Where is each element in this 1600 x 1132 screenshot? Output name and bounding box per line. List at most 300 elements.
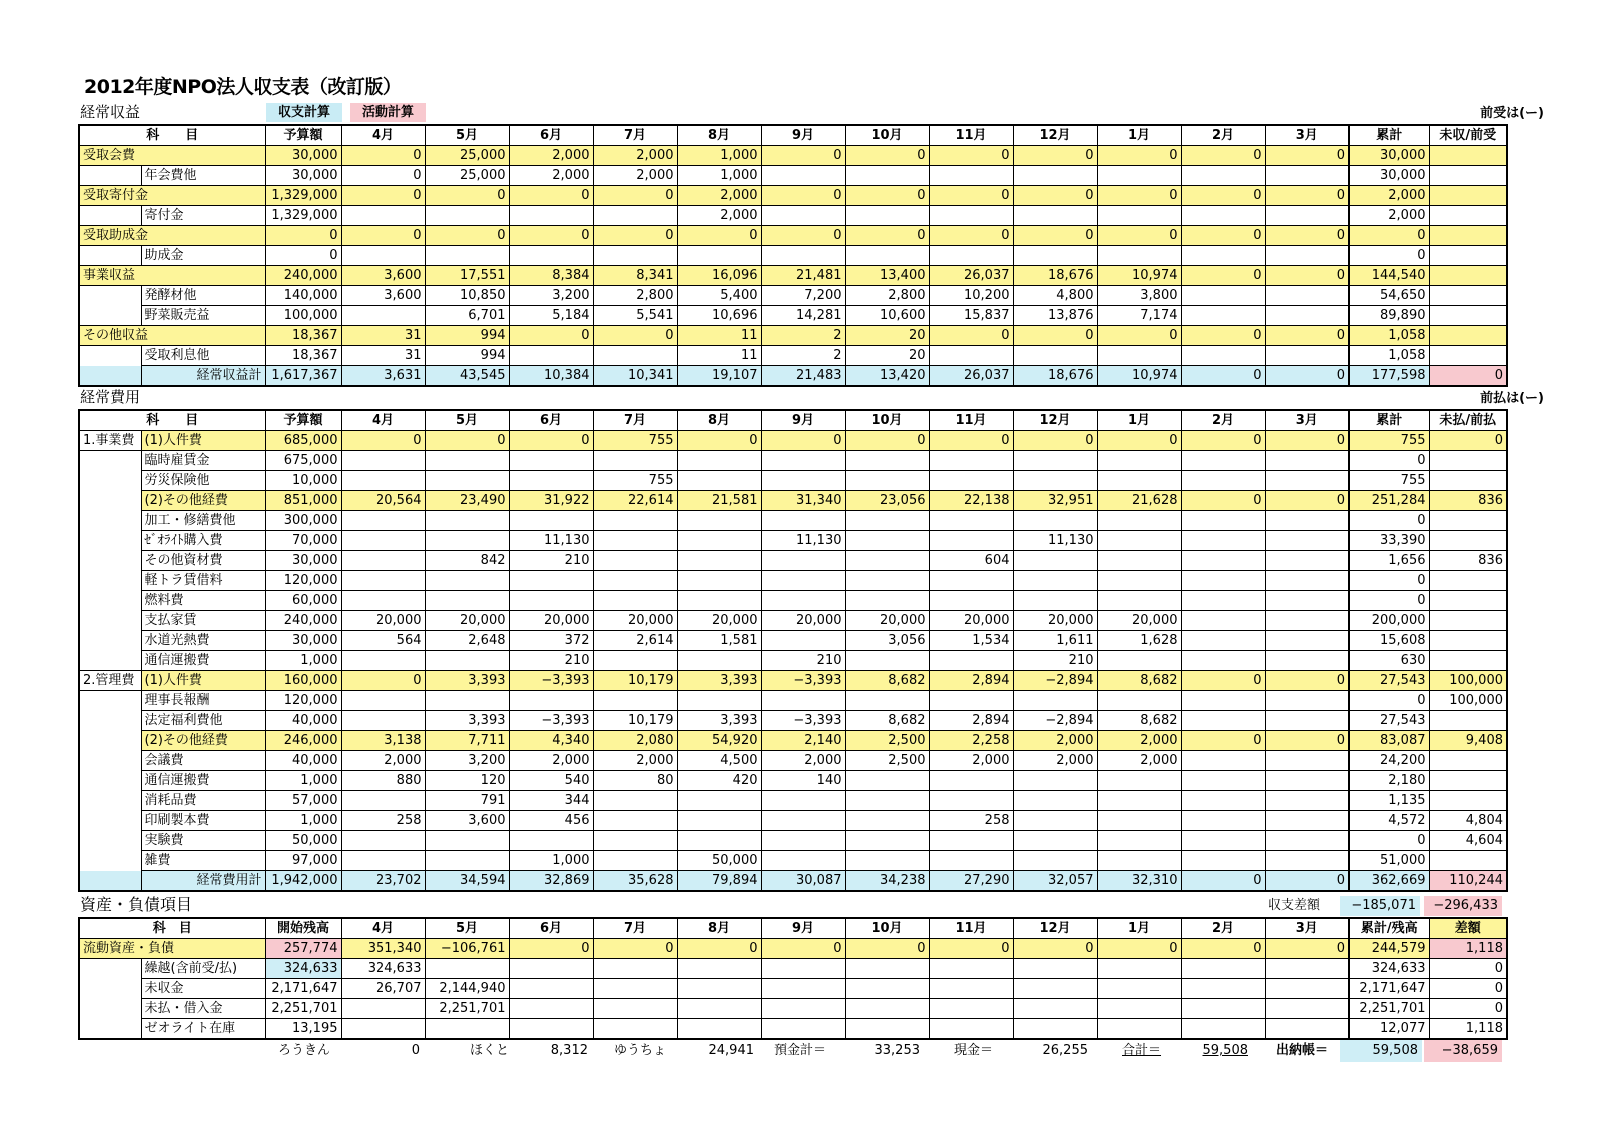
- month-value: [1097, 531, 1181, 551]
- budget-value: 1,329,000: [265, 206, 341, 226]
- table-row: [79, 771, 1507, 791]
- total-value: 1,656: [1349, 551, 1429, 571]
- month-header: 2月: [1181, 410, 1265, 431]
- item-label: (1)人件費: [141, 431, 265, 451]
- month-value: 32,310: [1097, 871, 1181, 892]
- total-value: 27,543: [1349, 671, 1429, 691]
- month-value: 20,000: [341, 611, 425, 631]
- month-value: [509, 979, 593, 999]
- page-title: 2012年度NPO法人収支表（改訂版）: [84, 76, 402, 98]
- diff-value: [1429, 226, 1507, 246]
- diff-header: 差額: [1429, 918, 1507, 939]
- month-value: [1265, 979, 1349, 999]
- category-label: [79, 831, 141, 851]
- table-row: [79, 999, 1507, 1019]
- total-value: 0: [1349, 591, 1429, 611]
- month-value: 540: [509, 771, 593, 791]
- income-section-title: 経常収益: [80, 103, 141, 121]
- month-value: 7,174: [1097, 306, 1181, 326]
- diff-value: 0: [1429, 999, 1507, 1019]
- category-label: [79, 246, 141, 266]
- month-value: [1181, 451, 1265, 471]
- category-label: [79, 366, 141, 387]
- month-header: 1月: [1097, 918, 1181, 939]
- month-value: [509, 206, 593, 226]
- month-value: [1181, 551, 1265, 571]
- month-value: [1181, 811, 1265, 831]
- month-value: 0: [341, 166, 425, 186]
- month-value: 34,238: [845, 871, 929, 892]
- month-value: 1,581: [677, 631, 761, 651]
- month-value: [845, 471, 929, 491]
- budget-value: 1,329,000: [265, 186, 341, 206]
- table-row: [79, 871, 1507, 892]
- diff-value: 1,118: [1429, 939, 1507, 959]
- total-value: 27,543: [1349, 711, 1429, 731]
- table-row: [79, 791, 1507, 811]
- category-label: [79, 959, 141, 979]
- item-label: 労災保険他: [141, 471, 265, 491]
- table-row: [79, 511, 1507, 531]
- month-value: 0: [1013, 226, 1097, 246]
- budget-value: 140,000: [265, 286, 341, 306]
- month-value: [1181, 791, 1265, 811]
- header-row: [79, 125, 1507, 146]
- month-value: [1181, 611, 1265, 631]
- category-label: [79, 731, 141, 751]
- month-value: 20,000: [509, 611, 593, 631]
- month-value: 420: [677, 771, 761, 791]
- month-value: 21,481: [761, 266, 845, 286]
- month-value: 604: [929, 551, 1013, 571]
- diff-value: 0: [1429, 366, 1507, 387]
- total-value: 144,540: [1349, 266, 1429, 286]
- month-value: [509, 1019, 593, 1040]
- month-value: [1181, 306, 1265, 326]
- month-value: [1097, 979, 1181, 999]
- month-value: [929, 531, 1013, 551]
- budget-value: 13,195: [265, 1019, 341, 1040]
- month-header: 4月: [341, 918, 425, 939]
- month-value: 10,850: [425, 286, 509, 306]
- month-value: [1013, 771, 1097, 791]
- month-value: 1,611: [1013, 631, 1097, 651]
- month-value: [509, 451, 593, 471]
- table-row: [79, 306, 1507, 326]
- month-value: 0: [341, 146, 425, 166]
- month-value: 0: [1265, 939, 1349, 959]
- month-value: [845, 979, 929, 999]
- budget-value: 0: [265, 226, 341, 246]
- budget-value: 851,000: [265, 491, 341, 511]
- month-value: 20,000: [845, 611, 929, 631]
- month-value: [1265, 571, 1349, 591]
- month-value: 10,341: [593, 366, 677, 387]
- month-header: 7月: [593, 125, 677, 146]
- month-value: [1265, 631, 1349, 651]
- item-label: 未収金: [141, 979, 265, 999]
- diff-value: [1429, 471, 1507, 491]
- month-value: [677, 1019, 761, 1040]
- month-value: [509, 959, 593, 979]
- month-value: [1013, 831, 1097, 851]
- month-value: [1265, 531, 1349, 551]
- month-value: 0: [845, 431, 929, 451]
- month-value: [929, 831, 1013, 851]
- month-value: [593, 591, 677, 611]
- month-value: [929, 166, 1013, 186]
- month-header: 2月: [1181, 918, 1265, 939]
- month-value: 5,184: [509, 306, 593, 326]
- total-value: 0: [1349, 511, 1429, 531]
- budget-value: 50,000: [265, 831, 341, 851]
- month-value: 2,000: [509, 751, 593, 771]
- month-value: [761, 206, 845, 226]
- category-label: [79, 979, 141, 999]
- month-header: 7月: [593, 410, 677, 431]
- month-value: 16,096: [677, 266, 761, 286]
- item-label: ｾﾞｵﾗｲﾄ購入費: [141, 531, 265, 551]
- month-value: [845, 651, 929, 671]
- month-value: 8,682: [1097, 711, 1181, 731]
- month-value: [425, 1019, 509, 1040]
- month-header: 5月: [425, 125, 509, 146]
- deposit-label: 預金計＝: [774, 1043, 827, 1058]
- month-header: 12月: [1013, 125, 1097, 146]
- month-value: [761, 451, 845, 471]
- total-value: 2,000: [1349, 186, 1429, 206]
- month-header: 3月: [1265, 125, 1349, 146]
- month-value: 10,974: [1097, 266, 1181, 286]
- month-value: [1097, 831, 1181, 851]
- month-value: [677, 791, 761, 811]
- total-value: 630: [1349, 651, 1429, 671]
- month-value: 1,628: [1097, 631, 1181, 651]
- total-value: 324,633: [1349, 959, 1429, 979]
- month-header: 11月: [929, 125, 1013, 146]
- month-value: [1265, 206, 1349, 226]
- month-value: [1181, 591, 1265, 611]
- month-value: [1097, 206, 1181, 226]
- month-value: 755: [593, 471, 677, 491]
- month-value: [341, 531, 425, 551]
- month-value: [929, 451, 1013, 471]
- category-label: [79, 491, 141, 511]
- month-value: 13,400: [845, 266, 929, 286]
- table-row: [79, 691, 1507, 711]
- month-value: 2,000: [677, 206, 761, 226]
- item-label: 会議費: [141, 751, 265, 771]
- category-label: 1.事業費: [79, 431, 141, 451]
- month-value: [509, 471, 593, 491]
- month-value: 0: [1181, 266, 1265, 286]
- month-value: [509, 511, 593, 531]
- sum-value: 59,508: [1202, 1043, 1248, 1058]
- month-value: [929, 206, 1013, 226]
- category-label: [79, 691, 141, 711]
- month-value: 31: [341, 326, 425, 346]
- month-value: [677, 691, 761, 711]
- month-value: 50,000: [677, 851, 761, 871]
- month-value: [761, 166, 845, 186]
- month-value: [929, 999, 1013, 1019]
- month-value: 26,037: [929, 366, 1013, 387]
- item-label: 軽トラ賃借料: [141, 571, 265, 591]
- month-value: [1097, 811, 1181, 831]
- month-value: 21,628: [1097, 491, 1181, 511]
- month-header: 6月: [509, 918, 593, 939]
- month-value: [1181, 691, 1265, 711]
- month-value: −3,393: [761, 671, 845, 691]
- total-value: 83,087: [1349, 731, 1429, 751]
- yucho-label: ゆうちょ: [614, 1043, 667, 1058]
- month-value: 20,000: [677, 611, 761, 631]
- month-header: 11月: [929, 918, 1013, 939]
- month-value: 2,800: [593, 286, 677, 306]
- month-value: [1181, 831, 1265, 851]
- month-value: [761, 571, 845, 591]
- month-value: [341, 1019, 425, 1040]
- month-value: [341, 306, 425, 326]
- item-label: (1)人件費: [141, 671, 265, 691]
- month-header: 10月: [845, 125, 929, 146]
- table-row: [79, 186, 1507, 206]
- item-label: 実験費: [141, 831, 265, 851]
- month-value: 1,000: [677, 166, 761, 186]
- month-value: 0: [509, 326, 593, 346]
- month-value: 0: [593, 226, 677, 246]
- month-value: [1097, 511, 1181, 531]
- month-value: 11: [677, 346, 761, 366]
- diff-value: [1429, 246, 1507, 266]
- month-value: 13,876: [1013, 306, 1097, 326]
- month-value: 0: [929, 326, 1013, 346]
- month-value: [341, 651, 425, 671]
- month-value: 0: [677, 939, 761, 959]
- total-value: 2,180: [1349, 771, 1429, 791]
- month-value: [1013, 591, 1097, 611]
- month-value: [425, 651, 509, 671]
- month-value: 1,000: [509, 851, 593, 871]
- month-value: 0: [1265, 146, 1349, 166]
- total-header: 累計/残高: [1349, 918, 1429, 939]
- month-value: 755: [593, 431, 677, 451]
- month-value: 3,200: [425, 751, 509, 771]
- month-value: [1265, 771, 1349, 791]
- month-value: [593, 651, 677, 671]
- total-value: 54,650: [1349, 286, 1429, 306]
- month-value: 2,000: [1097, 751, 1181, 771]
- month-value: 26,707: [341, 979, 425, 999]
- assets-table: [78, 917, 1508, 1040]
- month-value: 324,633: [341, 959, 425, 979]
- item-header: 科 目: [79, 410, 265, 431]
- diff-value: [1429, 531, 1507, 551]
- category-label: 受取助成金: [79, 226, 265, 246]
- month-header: 10月: [845, 918, 929, 939]
- month-value: −3,393: [509, 671, 593, 691]
- budget-value: 1,617,367: [265, 366, 341, 387]
- month-value: 26,037: [929, 266, 1013, 286]
- month-value: [1013, 206, 1097, 226]
- month-value: [1181, 999, 1265, 1019]
- month-value: 2,251,701: [425, 999, 509, 1019]
- month-header: 12月: [1013, 410, 1097, 431]
- month-value: [761, 631, 845, 651]
- category-label: [79, 451, 141, 471]
- month-value: 0: [593, 186, 677, 206]
- month-value: 20,000: [761, 611, 845, 631]
- month-value: 994: [425, 326, 509, 346]
- month-value: [1265, 791, 1349, 811]
- month-value: [341, 511, 425, 531]
- rokin-label: ろうきん: [278, 1043, 331, 1058]
- month-value: [1181, 286, 1265, 306]
- month-value: [929, 471, 1013, 491]
- month-value: 0: [929, 939, 1013, 959]
- month-value: 2,894: [929, 671, 1013, 691]
- month-value: 4,800: [1013, 286, 1097, 306]
- month-value: 140: [761, 771, 845, 791]
- month-value: 210: [1013, 651, 1097, 671]
- month-header: 8月: [677, 410, 761, 431]
- month-value: 17,551: [425, 266, 509, 286]
- month-value: [593, 571, 677, 591]
- month-value: [1181, 851, 1265, 871]
- month-value: [593, 691, 677, 711]
- table-row: [79, 711, 1507, 731]
- month-value: 2,614: [593, 631, 677, 651]
- month-value: [1265, 959, 1349, 979]
- month-value: [1013, 811, 1097, 831]
- month-value: 3,600: [341, 266, 425, 286]
- month-value: [1013, 451, 1097, 471]
- month-value: [845, 999, 929, 1019]
- month-value: [677, 246, 761, 266]
- month-value: [341, 571, 425, 591]
- month-value: 210: [509, 651, 593, 671]
- month-value: [1097, 851, 1181, 871]
- month-value: [845, 771, 929, 791]
- month-value: 2,000: [593, 166, 677, 186]
- month-value: [677, 471, 761, 491]
- month-value: 10,974: [1097, 366, 1181, 387]
- month-value: [1265, 691, 1349, 711]
- diff-value: [1429, 591, 1507, 611]
- month-value: 7,200: [761, 286, 845, 306]
- month-value: [677, 511, 761, 531]
- balance-diff: −296,433: [1424, 896, 1502, 916]
- month-value: [1013, 959, 1097, 979]
- month-value: 0: [1265, 366, 1349, 387]
- month-value: 0: [1181, 871, 1265, 892]
- diff-value: 0: [1429, 979, 1507, 999]
- diff-value: [1429, 266, 1507, 286]
- month-value: 31,922: [509, 491, 593, 511]
- diff-value: [1429, 651, 1507, 671]
- month-value: [1097, 591, 1181, 611]
- month-value: [845, 851, 929, 871]
- month-value: 22,614: [593, 491, 677, 511]
- budget-value: 160,000: [265, 671, 341, 691]
- total-value: 251,284: [1349, 491, 1429, 511]
- diff-value: [1429, 326, 1507, 346]
- budget-value: 240,000: [265, 611, 341, 631]
- category-label: 受取会費: [79, 146, 265, 166]
- table-row: [79, 471, 1507, 491]
- income-note: 前受は(ー): [1480, 106, 1544, 121]
- month-value: 1,000: [677, 146, 761, 166]
- month-value: 0: [677, 226, 761, 246]
- month-value: [1013, 471, 1097, 491]
- month-value: [425, 451, 509, 471]
- budget-value: 324,633: [265, 959, 341, 979]
- month-value: [425, 591, 509, 611]
- month-value: [845, 791, 929, 811]
- table-row: [79, 831, 1507, 851]
- expense-section-title: 経常費用: [80, 388, 141, 406]
- month-value: 0: [509, 939, 593, 959]
- item-label: 年会費他: [141, 166, 265, 186]
- month-value: 0: [929, 146, 1013, 166]
- month-value: [1181, 959, 1265, 979]
- table-row: [79, 651, 1507, 671]
- total-value: 15,608: [1349, 631, 1429, 651]
- month-value: [1181, 531, 1265, 551]
- month-value: −2,894: [1013, 671, 1097, 691]
- total-value: 755: [1349, 431, 1429, 451]
- category-label: [79, 791, 141, 811]
- budget-value: 30,000: [265, 166, 341, 186]
- diff-header: 未払/前払: [1429, 410, 1507, 431]
- month-value: [1013, 851, 1097, 871]
- balance-label: 収支差額: [1268, 898, 1321, 913]
- diff-value: [1429, 451, 1507, 471]
- diff-value: 0: [1429, 959, 1507, 979]
- month-value: 7,711: [425, 731, 509, 751]
- header-row: [79, 918, 1507, 939]
- month-value: [341, 831, 425, 851]
- month-value: [1265, 471, 1349, 491]
- month-value: [593, 1019, 677, 1040]
- total-value: 51,000: [1349, 851, 1429, 871]
- month-value: 258: [929, 811, 1013, 831]
- month-value: [929, 791, 1013, 811]
- month-value: [341, 791, 425, 811]
- month-value: [341, 206, 425, 226]
- month-value: [929, 691, 1013, 711]
- item-label: 通信運搬費: [141, 651, 265, 671]
- month-value: 8,682: [1097, 671, 1181, 691]
- total-value: 2,000: [1349, 206, 1429, 226]
- month-value: [1181, 166, 1265, 186]
- month-value: [1265, 831, 1349, 851]
- month-value: 2,000: [509, 166, 593, 186]
- table-row: [79, 246, 1507, 266]
- month-value: [425, 851, 509, 871]
- month-value: [1181, 571, 1265, 591]
- diff-value: [1429, 771, 1507, 791]
- month-value: [761, 851, 845, 871]
- month-value: 0: [761, 226, 845, 246]
- expense-table: [78, 409, 1508, 892]
- budget-value: 18,367: [265, 326, 341, 346]
- month-value: [593, 811, 677, 831]
- month-value: 11,130: [509, 531, 593, 551]
- month-value: [341, 999, 425, 1019]
- month-value: 0: [1097, 186, 1181, 206]
- month-value: [1013, 166, 1097, 186]
